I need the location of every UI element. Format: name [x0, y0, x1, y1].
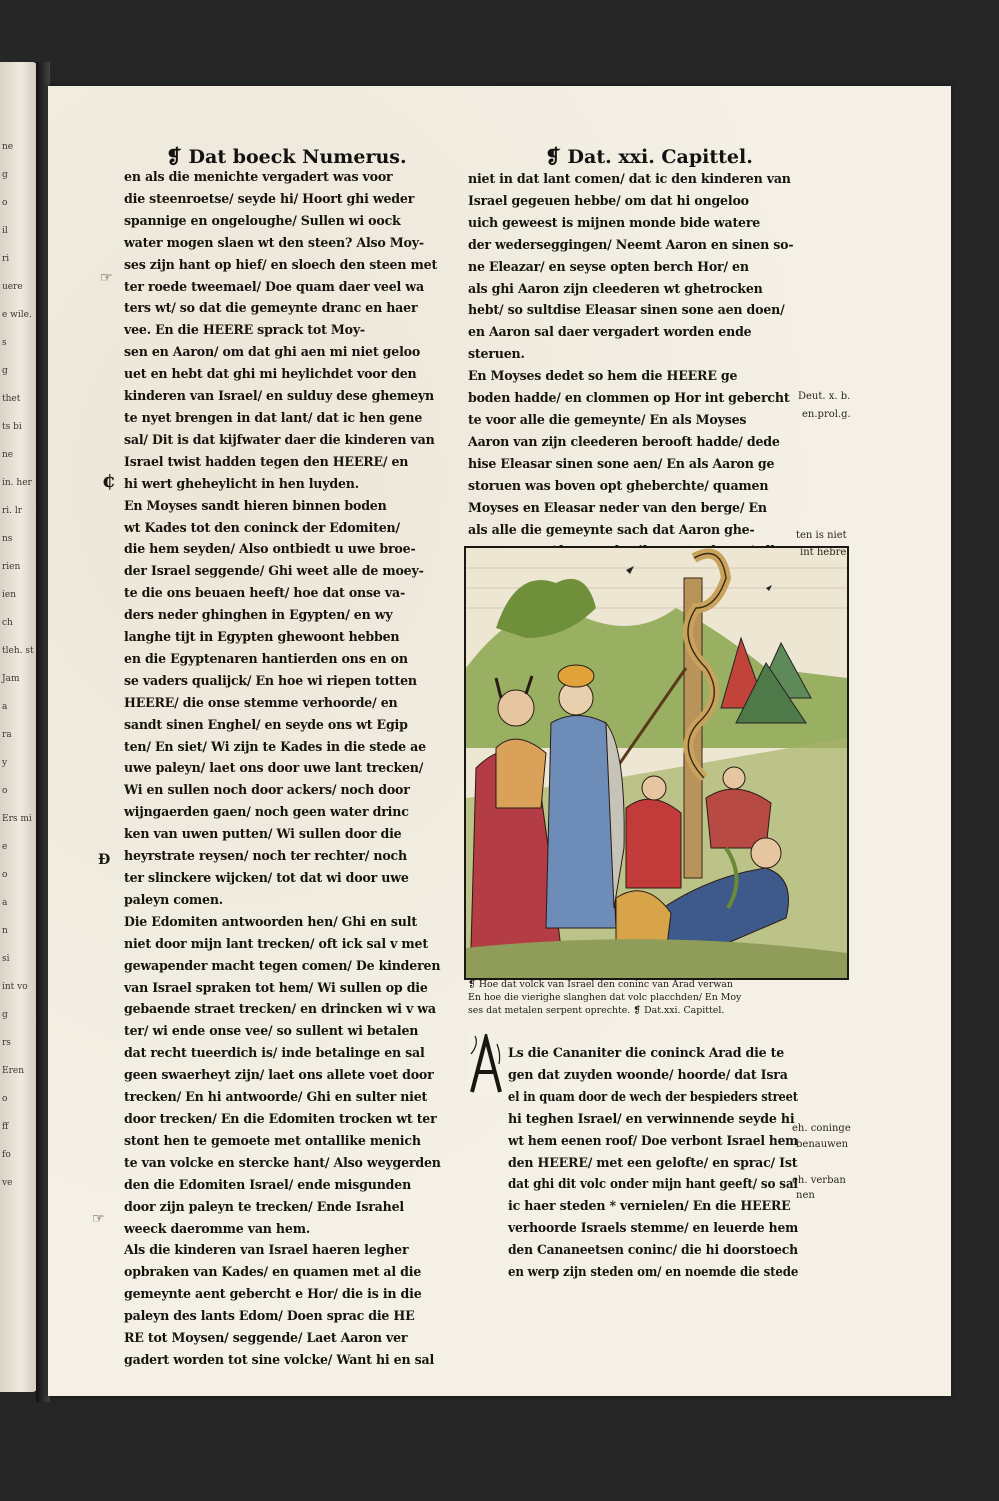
previous-page-edge	[0, 62, 38, 1392]
text-line: storuen was boven opt gheberchte/ quamen	[468, 477, 769, 493]
previous-page-fragment: si	[2, 954, 10, 964]
text-line: geen swaerheyt zijn/ laet ons allete voet door	[124, 1067, 434, 1083]
text-line: sal/ Dit is dat kijfwater daer die kinderen van	[124, 431, 435, 447]
text-line: ders neder ghinghen in Egypten/ en wy	[124, 607, 393, 623]
text-line: sandt sinen Enghel/ en seyde ons wt Egip	[124, 716, 408, 732]
text-line: gen dat zuyden woonde/ hoorde/ dat Isra	[508, 1066, 788, 1082]
margin-note-coninge: eh. coninge	[792, 1123, 851, 1134]
previous-page-fragment: g	[2, 170, 8, 180]
text-line: te die ons beuaen heeft/ hoe dat onse va-	[124, 585, 405, 601]
text-line: dat ghi dit volc onder mijn hant geeft/ so sal	[508, 1176, 798, 1192]
previous-page-fragment: rs	[2, 1038, 11, 1048]
text-line: en werp zijn steden om/ en noemde die stede	[508, 1264, 799, 1280]
previous-page-fragment: ns	[2, 534, 13, 544]
text-line: el in quam door de wech der bespieders street	[508, 1088, 798, 1104]
pointing-hand-icon: ☞	[100, 270, 113, 286]
previous-page-fragment: ts bi	[2, 422, 22, 432]
text-line: hi teghen Israel/ en verwinnende seyde hi	[508, 1110, 795, 1126]
text-line: ter roede tweemael/ Doe quam daer veel wa	[124, 278, 424, 294]
previous-page-fragment: ra	[2, 730, 12, 740]
right-text-column-continued	[508, 1042, 798, 1283]
caption-line: En hoe die vierighe slanghen dat volc placchden/ En Moy	[468, 992, 742, 1003]
text-line: niet in dat lant comen/ dat ic den kinderen van	[468, 171, 791, 186]
text-line: uich geweest is mijnen monde bide watere	[468, 214, 761, 230]
margin-note-deut: Deut. x. b.	[798, 391, 851, 402]
text-line: Wi en sullen noch door ackers/ noch door	[124, 782, 410, 798]
previous-page-fragment: int vo	[2, 982, 28, 992]
text-line: gebaende straet trecken/ en drincken wi v wa	[124, 1001, 436, 1017]
previous-page-fragment: il	[2, 226, 8, 236]
text-line: wt hem eenen roof/ Doe verbont Israel hem	[508, 1132, 798, 1148]
previous-page-fragment: ne	[2, 142, 14, 152]
text-line: stont hen te gemoete met ontallike menich	[124, 1132, 421, 1148]
text-line: wt Kades tot den coninck der Edomiten/	[124, 519, 400, 535]
woodcut-caption	[468, 978, 741, 1017]
text-line: se vaders qualijck/ En hoe wi riepen totten	[124, 672, 417, 688]
text-line: opbraken van Kades/ en quamen met al die	[124, 1264, 422, 1280]
text-line: als ghi Aaron zijn cleederen wt ghetrocken	[468, 280, 763, 296]
text-line: van Israel spraken tot hem/ Wi sullen op die	[124, 979, 428, 995]
text-line: uwe paleyn/ laet ons door uwe lant trecken/	[124, 760, 424, 776]
text-line: te van volcke en stercke hant/ Also weygerden	[124, 1154, 441, 1170]
text-line: ters wt/ so dat die gemeynte dranc en haer	[124, 300, 418, 316]
text-line: hi wert gheheylicht in hen luyden.	[124, 475, 359, 491]
previous-page-fragment: e	[2, 842, 8, 852]
margin-note-coninge-cont: benauwen	[796, 1139, 849, 1150]
text-line: door zijn paleyn te trecken/ Ende Israhel	[124, 1198, 404, 1214]
text-line: ter slinckere wijcken/ tot dat wi door uwe	[124, 870, 409, 885]
previous-page-fragment: rien	[2, 562, 21, 572]
text-line: uet en hebt dat ghi mi heylichdet voor den	[124, 366, 417, 382]
text-line: trecken/ En hi antwoorde/ Ghi en sulter niet	[124, 1089, 428, 1105]
text-line: en als die menichte vergadert was voor	[124, 169, 393, 184]
previous-page-fragment: fo	[2, 1150, 11, 1160]
margin-note-ten-is: ten is niet	[796, 530, 847, 541]
text-line: den Cananeetsen coninc/ die hi doorstoech	[508, 1242, 798, 1258]
previous-page-fragment: g	[2, 1010, 8, 1020]
text-line: als alle die gemeynte sach dat Aaron ghe-	[468, 521, 755, 537]
running-header-left: ❡ Dat boeck Numerus.	[166, 146, 407, 168]
text-line: En Moyses dedet so hem die HEERE ge	[468, 368, 738, 384]
text-line: En Moyses sandt hieren binnen boden	[124, 497, 387, 513]
text-line: en die Egyptenaren hantierden ons en on	[124, 650, 408, 666]
text-line: boden hadde/ en clommen op Hor int gebercht	[468, 390, 790, 406]
previous-page-fragment: s	[2, 338, 7, 348]
previous-page-fragment: ch	[2, 618, 13, 628]
running-header-right: ❡ Dat. xxi. Capittel.	[545, 146, 753, 168]
margin-note-verban-cont: nen	[796, 1190, 815, 1201]
margin-note-verban: eh. verban	[792, 1175, 846, 1186]
text-line: RE tot Moysen/ seggende/ Laet Aaron ver	[124, 1330, 408, 1346]
woodcut-bronze-serpent-image	[466, 547, 850, 978]
text-line: water mogen slaen wt den steen? Also Moy-	[124, 234, 424, 250]
pointing-hand-icon: ☞	[92, 1211, 105, 1227]
text-line: hebt/ so sultdise Eleasar sinen sone aen doen/	[468, 302, 785, 318]
text-line: gadert worden tot sine volcke/ Want hi en sal	[124, 1351, 435, 1367]
book-page	[48, 86, 951, 1396]
previous-page-fragment: ne	[2, 450, 14, 460]
text-line: sen en Aaron/ om dat ghi aen mi niet geloo	[124, 344, 421, 360]
previous-page-fragment: Jam	[2, 674, 20, 684]
text-line: te voor alle die gemeynte/ En als Moyses	[468, 411, 747, 427]
text-line: Die Edomiten antwoorden hen/ Ghi en sult	[124, 913, 417, 929]
previous-page-fragment: o	[2, 198, 8, 208]
text-line: hise Eleasar sinen sone aen/ En als Aaron ge	[468, 455, 775, 471]
previous-page-fragment: ien	[2, 590, 17, 600]
text-line: der Israel seggende/ Ghi weet alle de moey-	[124, 563, 424, 579]
paragraph-mark-icon: Ð	[98, 852, 111, 868]
previous-page-fragment: thet	[2, 394, 21, 404]
text-line: heyrstrate reysen/ noch ter rechter/ noch	[124, 848, 407, 864]
previous-page-fragment: ri. lr	[2, 506, 23, 516]
previous-page-fragment: o	[2, 786, 8, 796]
text-line: Moyses en Eleasar neder van den berge/ En	[468, 499, 767, 515]
text-line: paleyn des lants Edom/ Doen sprac die HE	[124, 1308, 415, 1324]
text-line: ne Eleazar/ en seyse opten berch Hor/ en	[468, 258, 749, 274]
text-line: door trecken/ En die Edomiten trocken wt ter	[124, 1110, 437, 1126]
caption-line: ses dat metalen serpent oprechte. ❡ Dat.xxi. Capittel.	[468, 1005, 725, 1016]
text-line: ten/ En siet/ Wi zijn te Kades in die stede ae	[124, 738, 426, 754]
previous-page-fragment: Eren	[2, 1066, 24, 1076]
text-line: HEERE/ die onse stemme verhoorde/ en	[124, 694, 398, 710]
previous-page-fragment: ff	[2, 1122, 9, 1132]
text-line: dat recht tueerdich is/ inde betalinge en sal	[124, 1045, 425, 1061]
text-line: gemeynte aent gebercht e Hor/ die is in die	[124, 1286, 422, 1302]
text-line: steruen.	[468, 346, 525, 362]
previous-page-fragment: a	[2, 702, 8, 712]
text-line: ic haer steden * vernielen/ En die HEERE	[508, 1198, 791, 1214]
text-line: paleyn comen.	[124, 891, 223, 907]
woodcut-illustration	[464, 546, 849, 980]
text-line: die steenroetse/ seyde hi/ Hoort ghi weder	[124, 190, 415, 206]
previous-page-fragment: in. her	[2, 478, 32, 488]
text-line: en Aaron sal daer vergadert worden ende	[468, 324, 752, 340]
paragraph-mark-icon: ¢	[102, 468, 116, 492]
decorated-initial	[469, 1034, 503, 1096]
text-line: gewapender macht tegen comen/ De kinderen	[124, 957, 441, 973]
previous-page-fragment: Ers mi	[2, 814, 32, 824]
previous-page-fragment: ri	[2, 254, 10, 264]
margin-note-deut-cont: en.prol.g.	[802, 409, 851, 420]
text-line: weeck daeromme van hem.	[124, 1220, 311, 1236]
text-line: der wederseggingen/ Neemt Aaron en sinen so-	[468, 236, 794, 252]
previous-page-fragment: g	[2, 366, 8, 376]
text-line: Israel twist hadden tegen den HEERE/ en	[124, 453, 409, 469]
text-line: spannige en ongeloughe/ Sullen wi oock	[124, 212, 401, 228]
previous-page-fragment: o	[2, 1094, 8, 1104]
text-line: vee. En die HEERE sprack tot Moy-	[124, 322, 365, 338]
margin-note-ten-is-cont: int hebre.	[800, 547, 850, 558]
right-text-column	[468, 168, 803, 584]
previous-page-fragment: uere	[2, 282, 23, 292]
text-line: die hem seyden/ Also ontbiedt u uwe broe-	[124, 541, 416, 557]
text-line: verhoorde Israels stemme/ en leuerde hem	[508, 1220, 799, 1236]
previous-page-fragment: tleh. st	[2, 646, 34, 656]
previous-page-fragment: n	[2, 926, 8, 936]
caption-line: ❡ Hoe dat volck van Israel den coninc van Arad verwan	[468, 979, 733, 990]
text-line: ken van uwen putten/ Wi sullen door die	[124, 826, 402, 842]
previous-page-fragment: o	[2, 870, 8, 880]
text-line: den HEERE/ met een gelofte/ en sprac/ Ist	[508, 1154, 798, 1170]
text-line: Aaron van zijn cleederen berooft hadde/ dede	[468, 433, 780, 449]
text-line: niet door mijn lant trecken/ oft ick sal v met	[124, 935, 428, 951]
text-line: Ls die Cananiter die coninck Arad die te	[508, 1045, 785, 1060]
text-line: te nyet brengen in dat lant/ dat ic hen gene	[124, 409, 423, 425]
left-text-column	[124, 166, 454, 1371]
text-line: ses zijn hant op hief/ en sloech den steen met	[124, 256, 438, 272]
previous-page-fragment: a	[2, 898, 8, 908]
text-line: ter/ wi ende onse vee/ so sullent wi betalen	[124, 1023, 419, 1039]
text-line: langhe tijt in Egypten ghewoont hebben	[124, 629, 400, 645]
text-line: Israel gegeuen hebbe/ om dat hi ongeloo	[468, 192, 749, 208]
text-line: den die Edomiten Israel/ ende misgunden	[124, 1176, 412, 1192]
text-line: Als die kinderen van Israel haeren legher	[124, 1242, 409, 1258]
text-line: wijngaerden gaen/ noch geen water drinc	[124, 804, 409, 820]
previous-page-fragment: e wile.	[2, 310, 32, 320]
text-line: kinderen van Israel/ en sulduy dese ghemeyn	[124, 388, 434, 404]
previous-page-fragment: ve	[2, 1178, 13, 1188]
previous-page-fragment: y	[2, 758, 8, 768]
